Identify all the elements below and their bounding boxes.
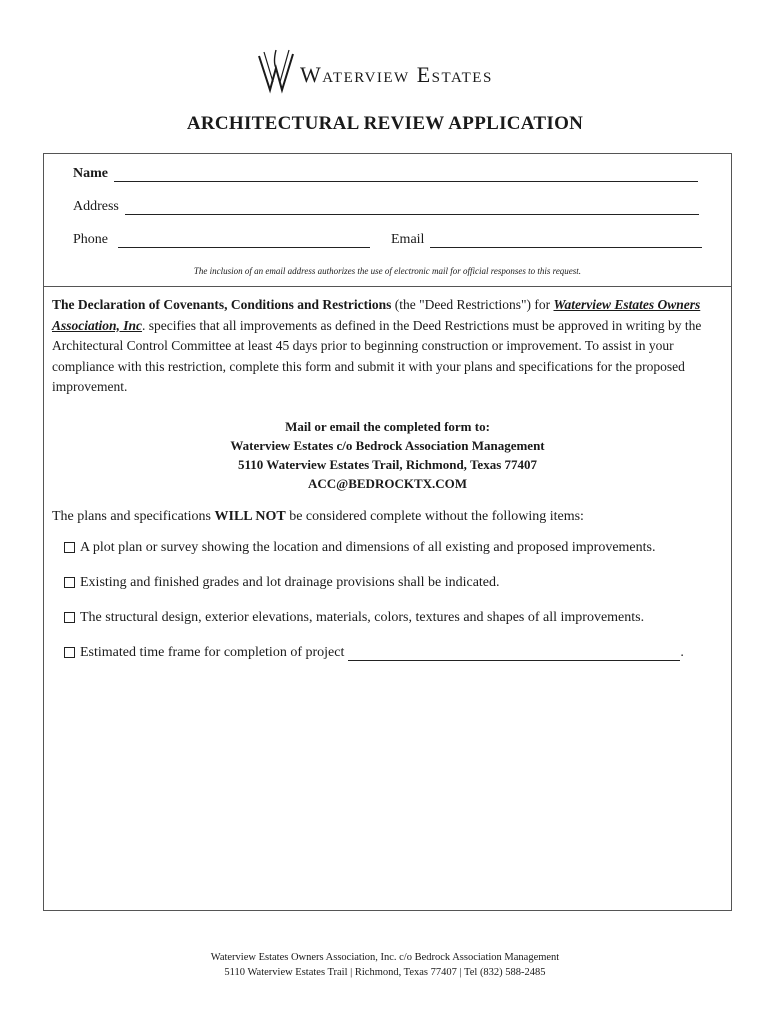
checkbox[interactable] [64,612,75,623]
logo-text: Waterview Estates [300,62,493,87]
checklist-item-label: Estimated time frame for completion of project [80,645,345,660]
phone-field[interactable] [118,234,370,248]
checkbox[interactable] [64,542,75,553]
footer-line-1: Waterview Estates Owners Association, Inc. c/o Bedrock Association Management [210,952,560,963]
checklist-item-label: A plot plan or survey showing the location and dimensions of all existing and proposed improvements. [80,540,656,555]
checklist-item [64,645,684,661]
address-field[interactable] [125,201,699,215]
intro-body: . specifies that all improvements as defined in the Deed Restrictions must be approved in writing by the Architectural Control Committee at least 45 days prior to beginning construction or improvement. To assist in your compliance with this restriction, complete this form and submit it with your plans and specifications for the proposed improvement. [52,317,702,394]
name-row [73,166,698,182]
email-row [391,232,702,248]
logo [256,48,493,94]
intro-bold-lead: The Declaration of Covenants, Conditions and Restrictions [52,297,392,312]
contact-section [44,154,731,287]
intro-paragraph [52,295,724,398]
requirements-intro-post: be considered complete without the following items: [285,509,584,524]
checklist-item [64,540,655,556]
name-field[interactable] [114,168,698,182]
mail-block [44,417,731,493]
requirements-intro-bold: WILL NOT [214,509,286,524]
requirements-intro-pre: The plans and specifications [52,509,215,524]
requirements-intro [52,509,584,525]
address-row [73,199,699,215]
checklist-item-label: Existing and finished grades and lot drainage provisions shall be indicated. [80,575,500,590]
mail-line-2: Waterview Estates c/o Bedrock Association Management [230,438,545,453]
association-name: Waterview Estates Owners Association, Inc [52,297,701,333]
checkbox[interactable] [64,647,75,658]
completion-timeframe-field[interactable] [348,647,680,661]
checkbox[interactable] [64,577,75,588]
footer [0,950,770,980]
address-label: Address [73,199,119,214]
mail-line-4: ACC@BEDROCKTX.COM [307,476,468,491]
mail-line-3: 5110 Waterview Estates Trail, Richmond, Texas 77407 [237,457,537,472]
intro-paren: (the "Deed Restrictions") for [391,297,554,312]
mail-line-1: Mail or email the completed form to: [285,419,490,434]
checklist-item-suffix: . [680,645,684,660]
form-frame [43,153,732,911]
phone-row [73,232,370,248]
checklist-item [64,610,644,626]
email-label: Email [391,232,425,247]
waterview-logo-icon [256,48,296,94]
page-title: ARCHITECTURAL REVIEW APPLICATION [186,113,584,134]
checklist-item [64,575,500,591]
phone-label: Phone [73,232,108,247]
email-notice: The inclusion of an email address authorizes the use of electronic mail for official responses to this request. [193,266,582,276]
footer-line-2: 5110 Waterview Estates Trail | Richmond, Texas 77407 | Tel (832) 588-2485 [224,967,546,978]
name-label: Name [73,166,108,181]
checklist-item-label: The structural design, exterior elevations, materials, colors, textures and shapes of all improvements. [80,610,645,625]
email-field[interactable] [430,234,702,248]
